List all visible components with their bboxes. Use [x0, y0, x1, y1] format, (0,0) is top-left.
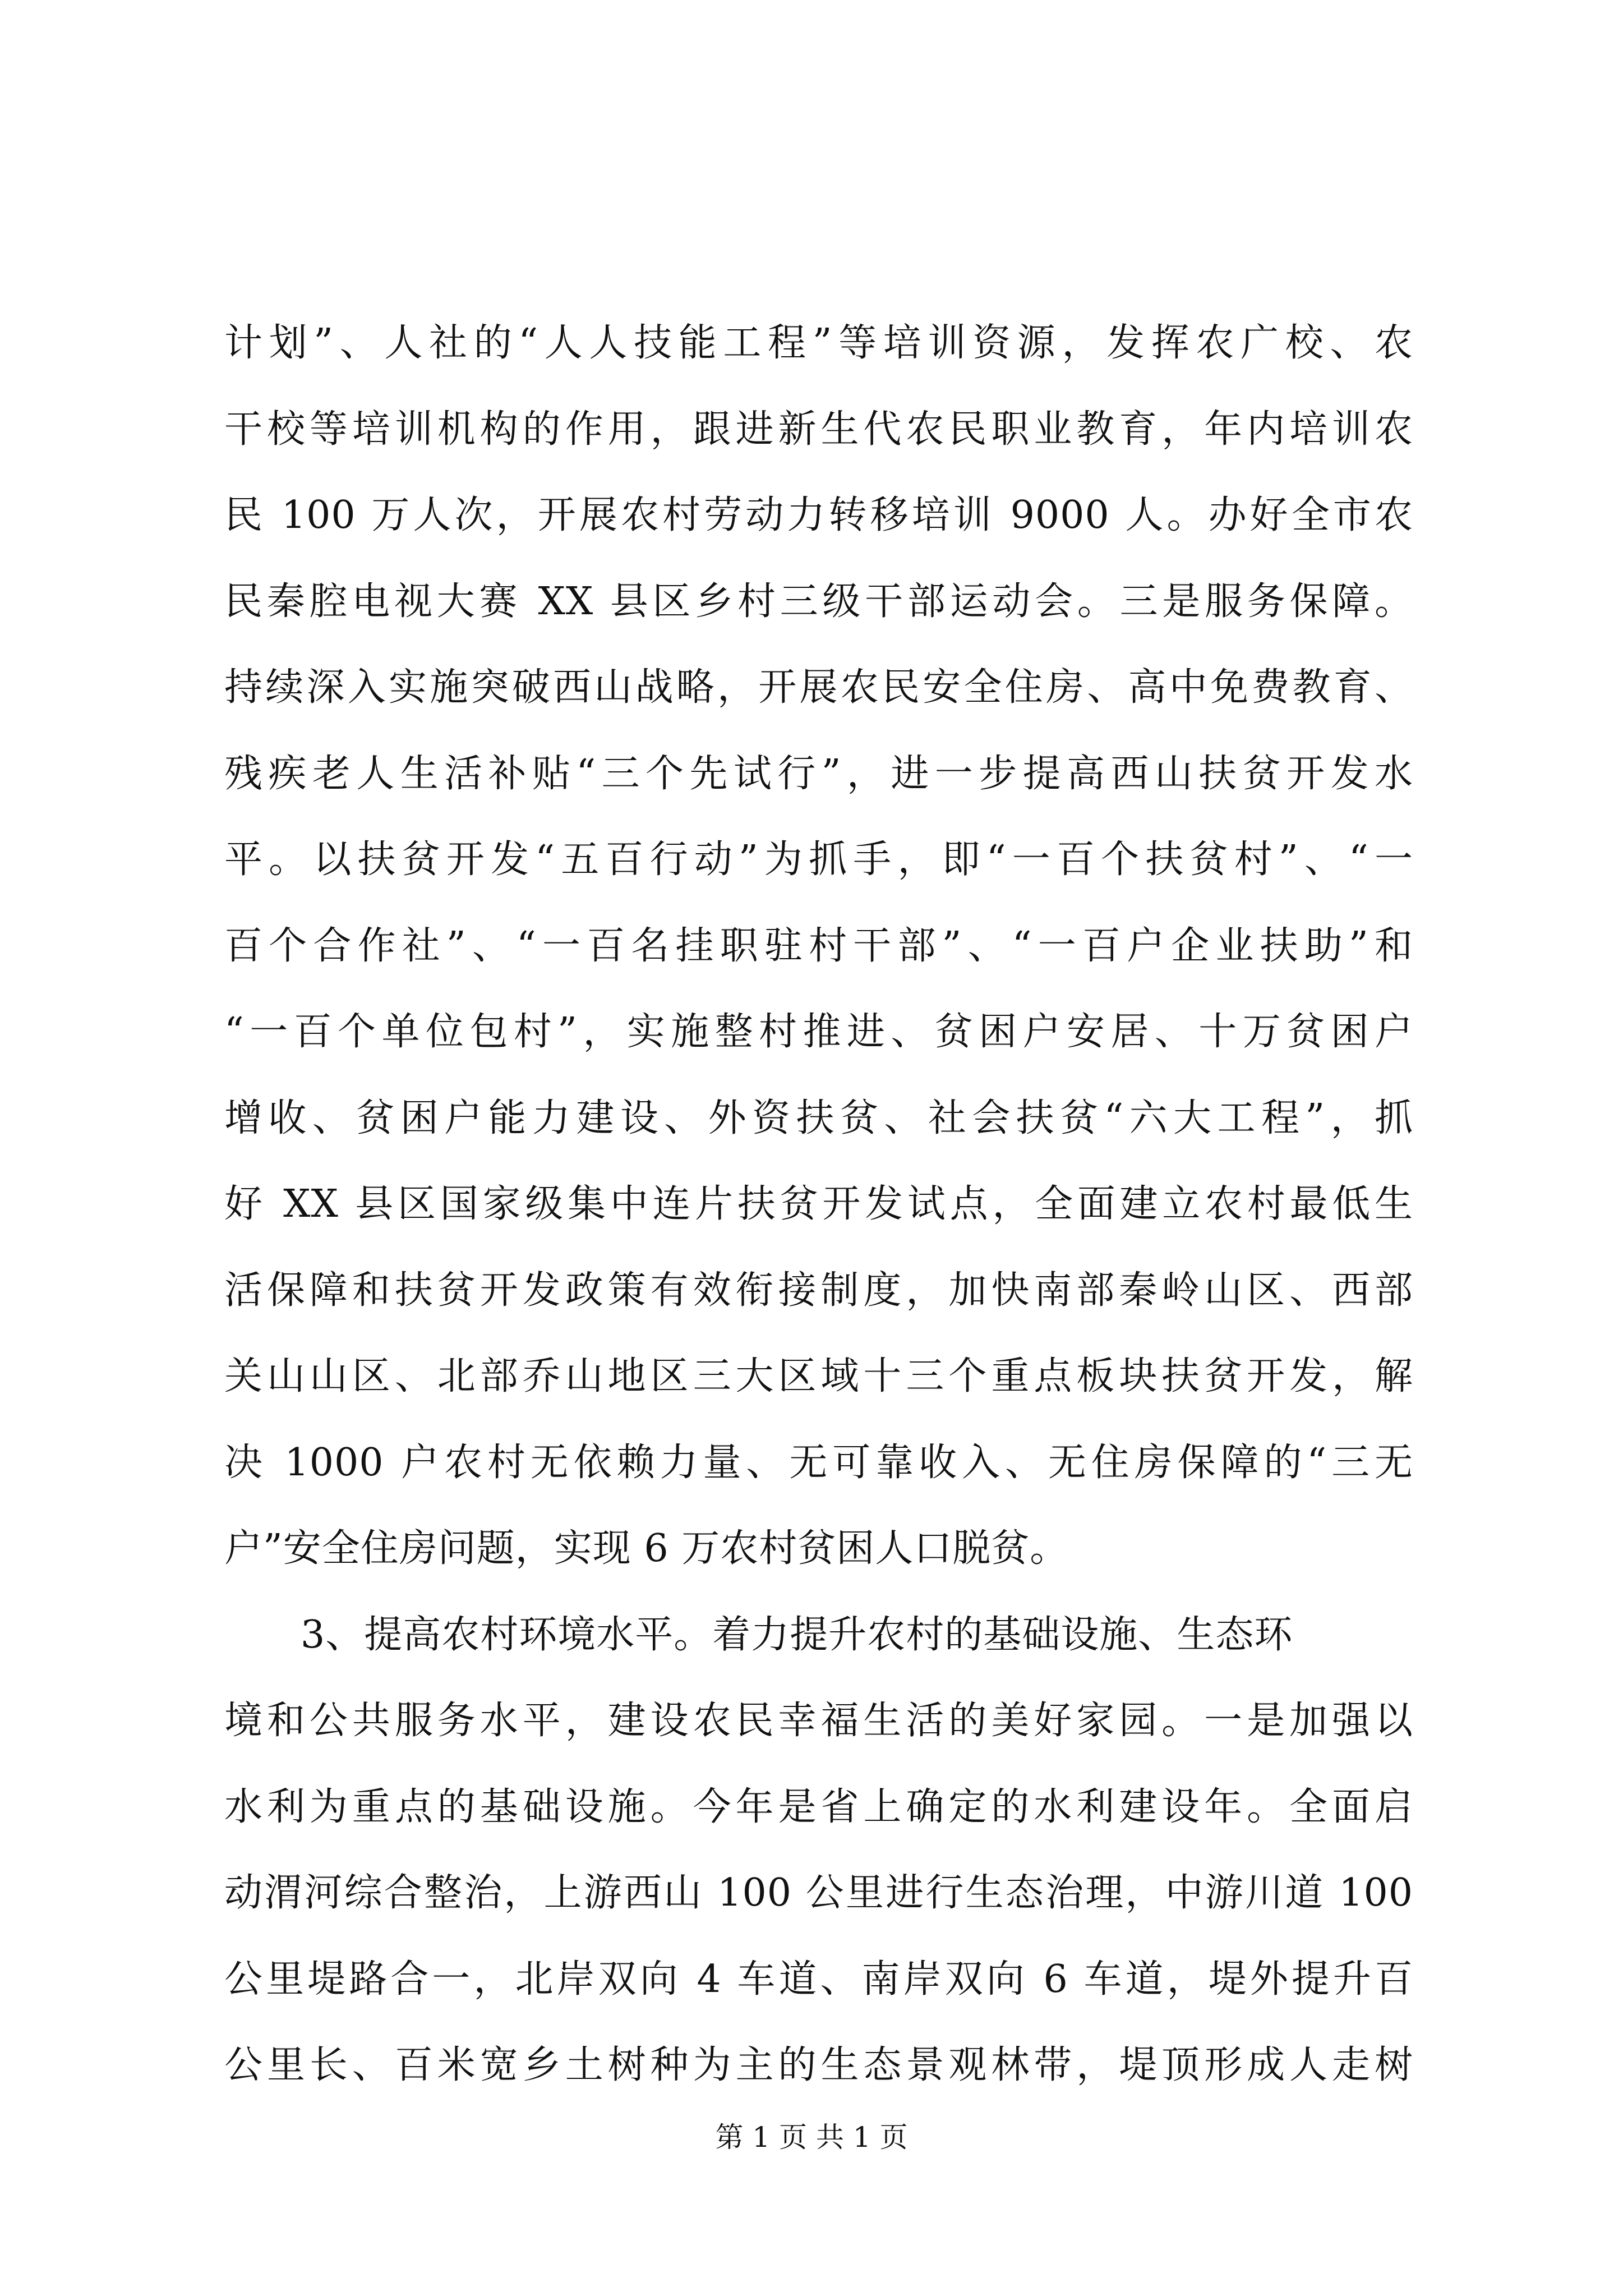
text-line: “一百个单位包村”，实施整村推进、贫困户安居、十万贫困户 — [224, 1010, 1413, 1054]
page-footer: 第 1 页 共 1 页 — [715, 2121, 908, 2154]
text-line: 公里长、百米宽乡土树种为主的生态景观林带，堤顶形成人走树 — [224, 2043, 1413, 2087]
text-line: 关山山区、北部乔山地区三大区域十三个重点板块扶贫开发，解 — [224, 1354, 1413, 1398]
text-line: 平。以扶贫开发“五百行动”为抓手，即“一百个扶贫村”、“一 — [224, 838, 1413, 882]
text-line: 活保障和扶贫开发政策有效衔接制度，加快南部秦岭山区、西部 — [224, 1268, 1413, 1313]
text-line: 公里堤路合一，北岸双向 4 车道、南岸双向 6 车道，堤外提升百 — [224, 1957, 1413, 2001]
text-line: 水利为重点的基础设施。今年是省上确定的水利建设年。全面启 — [224, 1784, 1413, 1829]
text-line: 残疾老人生活补贴“三个先试行”，进一步提高西山扶贫开发水 — [224, 751, 1413, 796]
text-line: 百个合作社”、“一百名挂职驻村干部”、“一百户企业扶助”和 — [224, 923, 1413, 968]
text-line: 民 100 万人次，开展农村劳动力转移培训 9000 人。办好全市农 — [224, 493, 1413, 537]
text-line-paragraph-start: 3、提高农村环境水平。着力提升农村的基础设施、生态环 — [301, 1612, 1293, 1657]
text-line: 境和公共服务水平，建设农民幸福生活的美好家园。一是加强以 — [224, 1699, 1413, 1743]
text-line: 动渭河综合整治，上游西山 100 公里进行生态治理，中游川道 100 — [224, 1871, 1413, 1915]
text-line: 好 XX 县区国家级集中连片扶贫开发试点，全面建立农村最低生 — [224, 1182, 1413, 1226]
text-line: 户”安全住房问题，实现 6 万农村贫困人口脱贫。 — [224, 1526, 1069, 1571]
text-line: 民秦腔电视大赛 XX 县区乡村三级干部运动会。三是服务保障。 — [224, 579, 1413, 624]
text-line: 增收、贫困户能力建设、外资扶贫、社会扶贫“六大工程”，抓 — [224, 1096, 1413, 1140]
text-line: 持续深入实施突破西山战略，开展农民安全住房、高中免费教育、 — [224, 665, 1413, 710]
body-text — [224, 300, 1413, 2109]
text-line: 干校等培训机构的作用，跟进新生代农民职业教育，年内培训农 — [224, 407, 1413, 452]
text-line: 决 1000 户农村无依赖力量、无可靠收入、无住房保障的“三无 — [224, 1440, 1413, 1485]
text-line: 计划”、人社的“人人技能工程”等培训资源，发挥农广校、农 — [224, 321, 1413, 365]
